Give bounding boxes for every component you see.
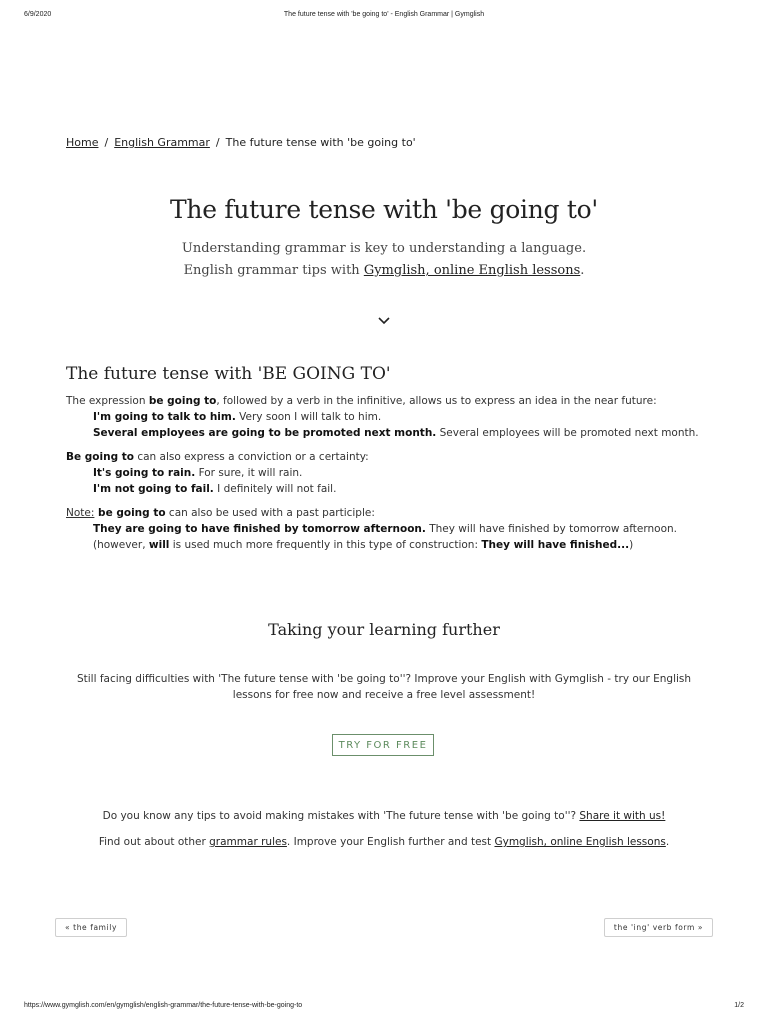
- further-learning-title: Taking your learning further: [268, 620, 500, 639]
- page-title: The future tense with 'be going to': [170, 195, 598, 224]
- lesson-example: It's going to rain. For sure, it will rain.: [93, 467, 303, 479]
- lesson-paragraph: Note: be going to can also be used with a past participle:: [66, 507, 375, 519]
- subtitle-text: English grammar tips with: [183, 263, 364, 278]
- lesson-paragraph: Be going to can also express a conviction or a certainty:: [66, 451, 369, 463]
- further-learning-text: Still facing difficulties with 'The future tense with 'be going to''? Improve your English with Gymglish - try our English lessons for free now and receive a free level assessment!: [76, 673, 692, 701]
- other-text-a: Find out about other: [98, 836, 210, 848]
- page-subtitle: [0, 238, 768, 282]
- other-text-b: . Improve your English further and test: [286, 836, 495, 848]
- breadcrumb: [66, 136, 416, 149]
- lesson-example: I'm going to talk to him. Very soon I will talk to him.: [93, 411, 382, 423]
- tips-prompt: Do you know any tips to avoid making mistakes with 'The future tense with 'be going to''?: [102, 810, 580, 822]
- share-tips-link[interactable]: Share it with us!: [579, 810, 666, 822]
- breadcrumb-current: The future tense with 'be going to': [225, 136, 416, 149]
- try-for-free-button[interactable]: TRY FOR FREE: [332, 734, 434, 756]
- lesson-section-title: The future tense with 'BE GOING TO': [66, 364, 391, 384]
- print-page-title: The future tense with 'be going to' - English Grammar | Gymglish: [283, 11, 485, 18]
- breadcrumb-separator: /: [104, 136, 109, 149]
- subtitle-line-1: Understanding grammar is key to understanding a language.: [181, 241, 587, 256]
- breadcrumb-separator: /: [215, 136, 220, 149]
- previous-lesson-button[interactable]: « the family: [55, 918, 127, 937]
- gymglish-test-link[interactable]: Gymglish, online English lessons: [494, 836, 666, 848]
- subtitle-period: .: [580, 263, 585, 278]
- lesson-example: (however, will is used much more frequently in this type of construction: They will have finished...): [93, 539, 634, 551]
- lesson-example: They are going to have finished by tomorrow afternoon. They will have finished by tomorrow afternoon.: [93, 523, 677, 535]
- other-text-c: .: [665, 836, 670, 848]
- other-rules-text: [0, 836, 768, 848]
- subtitle-line-2: [0, 260, 768, 282]
- lesson-example: Several employees are going to be promoted next month. Several employees will be promoted next month.: [93, 427, 699, 439]
- print-page-number: 1/2: [734, 1002, 744, 1009]
- gymglish-lessons-link[interactable]: Gymglish, online English lessons: [363, 263, 581, 278]
- lesson-paragraph: The expression be going to, followed by a verb in the infinitive, allows us to express an idea in the near future:: [66, 395, 657, 407]
- chevron-down-icon[interactable]: [376, 313, 392, 329]
- tips-text: [0, 810, 768, 822]
- print-date: 6/9/2020: [24, 11, 52, 18]
- grammar-rules-link[interactable]: grammar rules: [209, 836, 287, 848]
- breadcrumb-home-link[interactable]: Home: [66, 136, 99, 149]
- next-lesson-button[interactable]: the 'ing' verb form »: [604, 918, 713, 937]
- lesson-example: I'm not going to fail. I definitely will not fail.: [93, 483, 337, 495]
- breadcrumb-english-grammar-link[interactable]: English Grammar: [114, 136, 210, 149]
- lesson-content: [66, 393, 706, 553]
- print-url: https://www.gymglish.com/en/gymglish/english-grammar/the-future-tense-with-be-going-to: [24, 1002, 303, 1009]
